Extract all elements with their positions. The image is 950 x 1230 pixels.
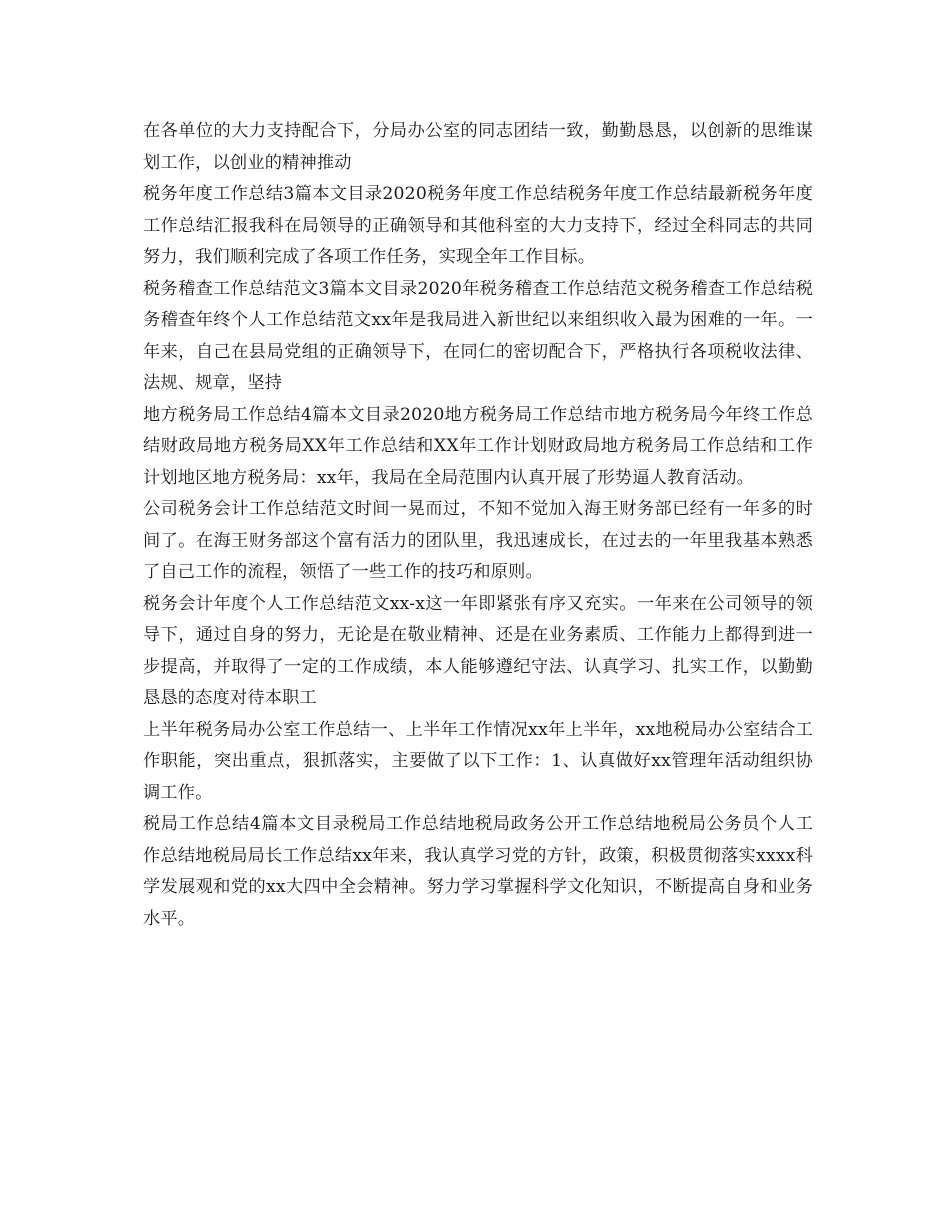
paragraph-5: 公司税务会计工作总结范文时间一晃而过，不知不觉加入海王财务部已经有一年多的时间了。在海王财务部这个富有活力的团队里，我迅速成长，在过去的一年里我基本熟悉了自己工作的流程，领悟了一些工作的技巧和原则。 xyxy=(143,499,813,582)
document-body xyxy=(143,116,813,935)
paragraph-2: 税务年度工作总结3篇本文目录2020税务年度工作总结税务年度工作总结最新税务年度工作总结汇报我科在局领导的正确领导和其他科室的大力支持下，经过全科同志的共同努力，我们顺利完成了各项工作任务，实现全年工作目标。 xyxy=(143,184,813,267)
paragraph-3: 税务稽查工作总结范文3篇本文目录2020年税务稽查工作总结范文税务稽查工作总结税务稽查年终个人工作总结范文xx年是我局进入新世纪以来组织收入最为困难的一年。一年来，自己在县局党组的正确领导下，在同仁的密切配合下，严格执行各项税收法律、法规、规章，坚持 xyxy=(143,278,813,393)
paragraph-6: 税务会计年度个人工作总结范文xx-x这一年即紧张有序又充实。一年来在公司领导的领导下，通过自身的努力，无论是在敬业精神、还是在业务素质、工作能力上都得到进一步提高，并取得了一定的工作成绩，本人能够遵纪守法、认真学习、扎实工作，以勤勤恳恳的态度对待本职工 xyxy=(143,593,813,708)
paragraph-7: 上半年税务局办公室工作总结一、上半年工作情况xx年上半年，xx地税局办公室结合工作职能，突出重点，狠抓落实，主要做了以下工作：1、认真做好xx管理年活动组织协调工作。 xyxy=(143,719,813,803)
paragraph-8: 税局工作总结4篇本文目录税局工作总结地税局政务公开工作总结地税局公务员个人工作总结地税局局长工作总结xx年来，我认真学习党的方针，政策，积极贯彻落实xxxx科学发展观和党的xx大四中全会精神。努力学习掌握科学文化知识，不断提高自身和业务水平。 xyxy=(143,814,813,929)
paragraph-1: 在各单位的大力支持配合下，分局办公室的同志团结一致，勤勤恳恳，以创新的思维谋划工作，以创业的精神推动 xyxy=(143,121,813,173)
paragraph-4: 地方税务局工作总结4篇本文目录2020地方税务局工作总结市地方税务局今年终工作总结财政局地方税务局XX年工作总结和XX年工作计划财政局地方税务局工作总结和工作计划地区地方税务局：xx年，我局在全局范围内认真开展了形势逼人教育活动。 xyxy=(143,404,813,488)
